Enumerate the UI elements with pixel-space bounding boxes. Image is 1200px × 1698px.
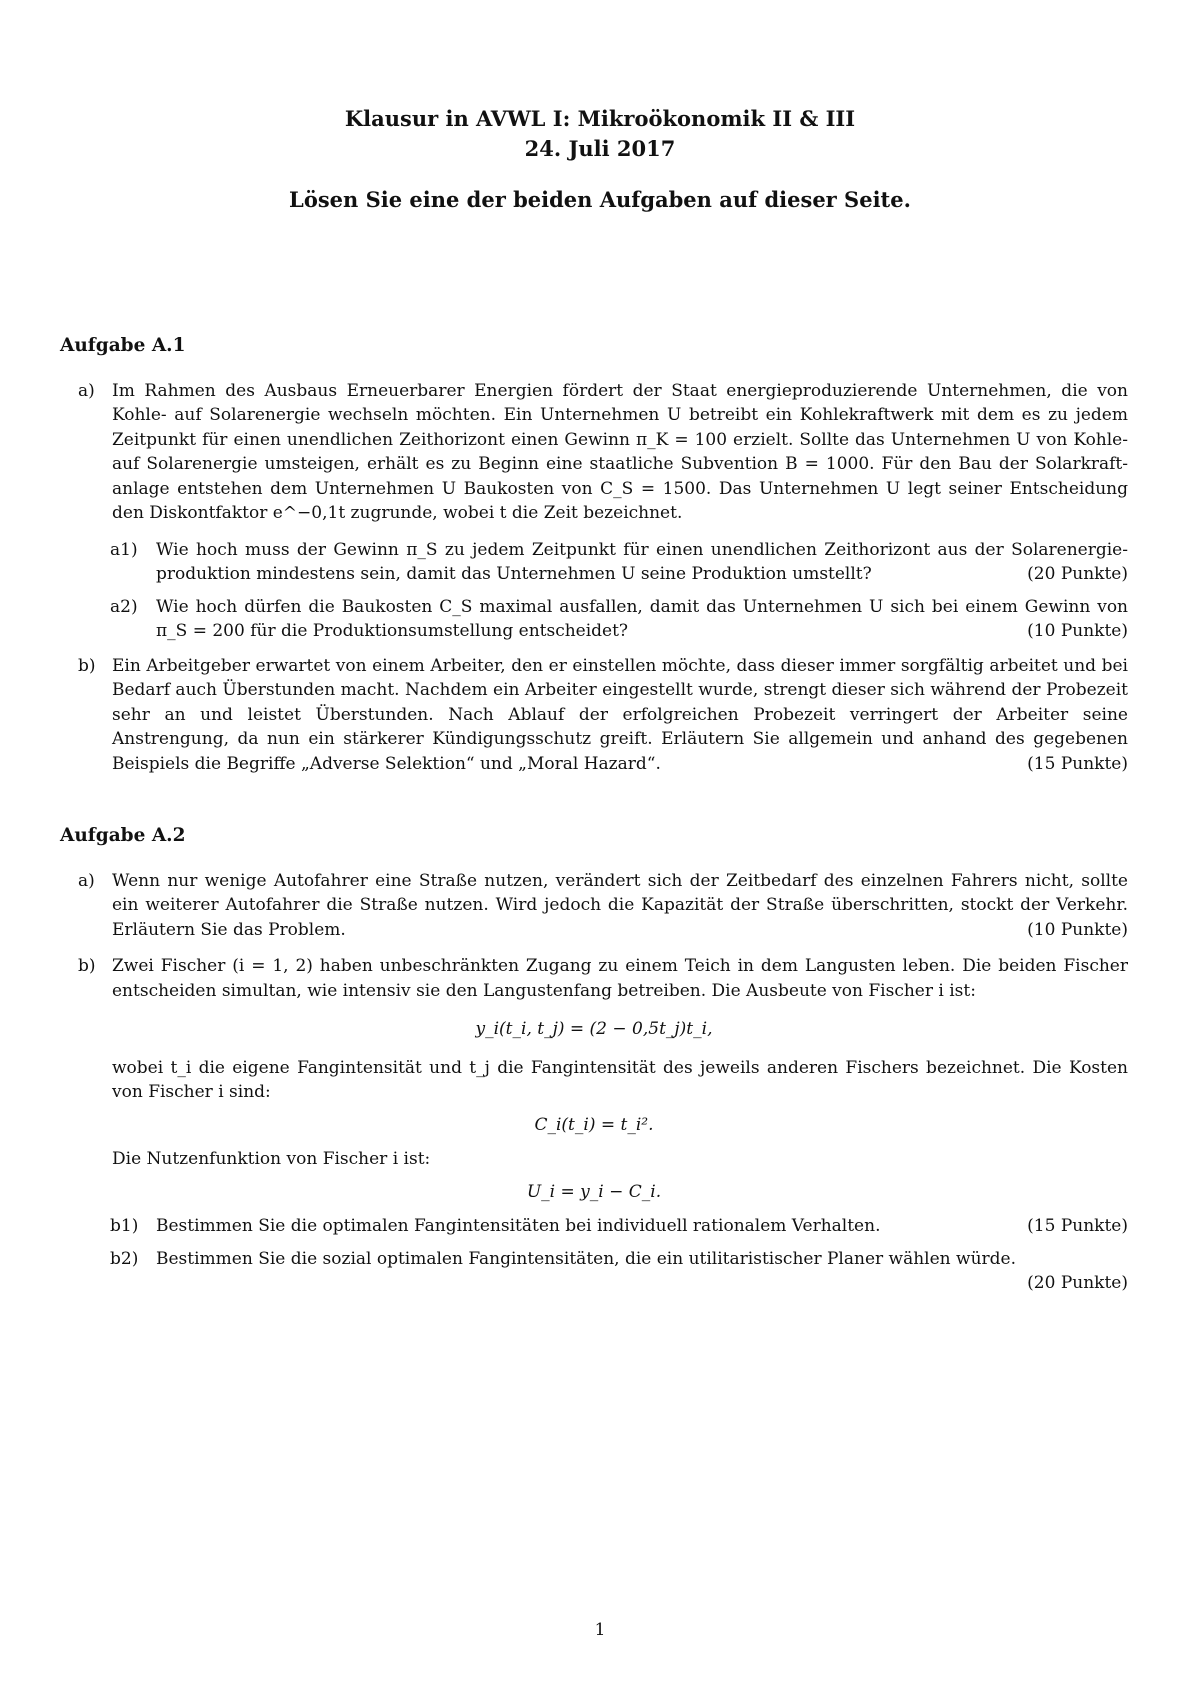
- part-label: a): [78, 380, 95, 401]
- task-a1-part-b-text: Ein Arbeitgeber erwartet von einem Arbeiter, den er einstellen möchte, dass dieser immer sorgfältig arbeitet und bei Bedarf auch Überstunden macht. Nachdem ein Arbeiter eingestellt wurde, strengt dieser sich während der Probezeit sehr an und leistet Überstunden. Nach Ablauf der erfolgreichen Probezeit verringert der Arbeiter seine Anstrengung, da nun ein stärkerer Kündigungsschutz greift. Erläutern Sie allgemein und anhand des gegebenen Beispiels die Begriffe „Adverse Selektion“ und „Moral Hazard“.: [112, 655, 1128, 774]
- part-label: b): [78, 956, 96, 976]
- task-a2: [60, 824, 1128, 1304]
- task-a2-part-b-text2: wobei t_i die eigene Fangintensität und t_j die Fangintensität des jeweils anderen Fischers bezeichnet. Die Kosten von Fischer i sind:: [112, 1057, 1128, 1102]
- subpart-label: a2): [110, 596, 138, 617]
- task-a1-part-a2-text: Wie hoch dürfen die Baukosten C_S maximal ausfallen, damit das Unternehmen U sich bei einem Gewinn von π_S = 200 für die Produktionsumstellung entscheidet?: [156, 596, 1128, 641]
- points-label: (15 Punkte): [1027, 1216, 1128, 1236]
- points-label: (20 Punkte): [1027, 1273, 1128, 1293]
- task-a2-part-b-text: Zwei Fischer (i = 1, 2) haben unbeschränkten Zugang zu einem Teich in dem Langusten leben. Die beiden Fischer entscheiden simultan, wie intensiv sie den Langustenfang betreiben. Die Ausbeute von Fischer i ist:: [112, 956, 1128, 1001]
- yield-equation: y_i(t_i, t_j) = (2 − 0,5t_j)t_i,: [475, 1019, 713, 1039]
- part-label: a): [78, 870, 95, 891]
- exam-instruction: Lösen Sie eine der beiden Aufgaben auf dieser Seite.: [289, 187, 911, 212]
- task-a2-title: Aufgabe A.2: [60, 825, 186, 846]
- task-a1-part-a2: [60, 595, 1128, 644]
- task-a1-part-a1: [60, 538, 1128, 587]
- task-a2-part-b2-text: Bestimmen Sie die sozial optimalen Fangintensitäten, die ein utilitaristischer Planer wählen würde.: [156, 1248, 1017, 1269]
- subpart-label: a1): [110, 539, 138, 560]
- task-a1-part-a: [60, 379, 1128, 526]
- page-number: 1: [594, 1620, 606, 1640]
- cost-equation: C_i(t_i) = t_i².: [534, 1114, 654, 1135]
- task-a1: [60, 334, 1128, 788]
- task-a2-part-b-text3: Die Nutzenfunktion von Fischer i ist:: [112, 1149, 431, 1169]
- points-label: (15 Punkte): [1027, 753, 1128, 774]
- task-a2-part-b2: [60, 1247, 1128, 1296]
- task-a2-part-a-text: Wenn nur wenige Autofahrer eine Straße nutzen, verändert sich der Zeitbedarf des einzelnen Fahrers nicht, sollte ein weiterer Autofahrer die Straße nutzen. Wird jedoch die Kapazität der Straße überschritten, stockt der Verkehr. Erläutern Sie das Problem.: [112, 870, 1128, 940]
- exam-title: Klausur in AVWL I: Mikroökonomik II & III: [344, 106, 856, 131]
- task-a1-part-a-text: Im Rahmen des Ausbaus Erneuerbarer Energien fördert der Staat energieproduzierende Unternehmen, die von Kohle- auf Solarenergie wechseln möchten. Ein Unternehmen U betreibt ein Kohlekraftwerk mit dem es zu jedem Zeitpunkt für einen unendlichen Zeithorizont einen Gewinn π_K = 100 erzielt. Sollte das Unternehmen U von Kohle- auf Solarenergie umsteigen, erhält es zu Beginn eine staatliche Subvention B = 1000. Für den Bau der Solarkraft- anlage entstehen dem Unternehmen U Baukosten von C_S = 1500. Das Unternehmen U legt seiner Entscheidung den Diskontfaktor e^−0,1t zugrunde, wobei t die Zeit bezeichnet.: [112, 380, 1128, 523]
- task-a1-part-a1-text: Wie hoch muss der Gewinn π_S zu jedem Zeitpunkt für einen unendlichen Zeithorizont aus der Solarenergie- produktion mindestens sein, damit das Unternehmen U seine Produktion umstellt?: [156, 539, 1128, 584]
- points-label: (10 Punkte): [1027, 621, 1128, 641]
- task-a2-part-b1: [60, 1214, 1128, 1239]
- exam-header: [0, 104, 1200, 214]
- utility-equation: U_i = y_i − C_i.: [526, 1181, 662, 1202]
- subpart-label: b2): [110, 1248, 139, 1269]
- task-a2-part-b1-text: Bestimmen Sie die optimalen Fangintensitäten bei individuell rationalem Verhalten.: [156, 1216, 881, 1236]
- subpart-label: b1): [110, 1216, 139, 1236]
- task-a2-part-b: [60, 954, 1128, 1003]
- task-a1-part-b: [60, 654, 1128, 777]
- points-label: (20 Punkte): [1027, 564, 1128, 584]
- task-a2-part-a: [60, 869, 1128, 943]
- task-a1-title: Aufgabe A.1: [60, 335, 186, 356]
- part-label: b): [78, 655, 96, 676]
- exam-date: 24. Juli 2017: [524, 136, 676, 161]
- points-label: (10 Punkte): [1027, 919, 1128, 940]
